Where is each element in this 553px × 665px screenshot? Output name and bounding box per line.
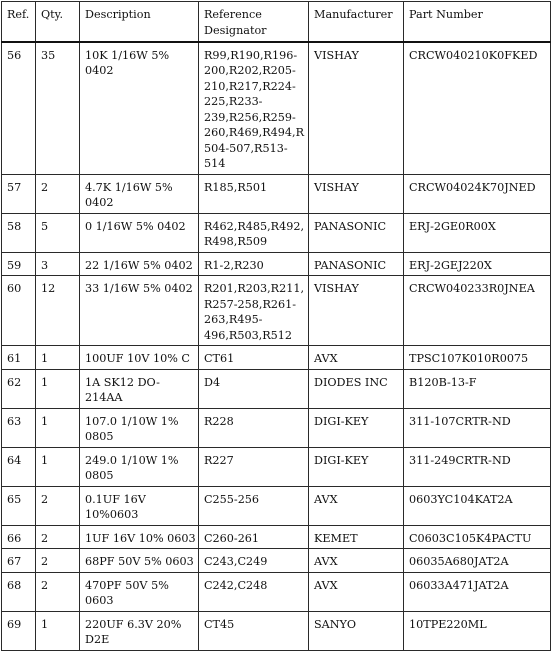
cell-part-number: B120B-13-F [404,369,551,408]
table-row [2,549,551,573]
header-ref: Ref. [2,2,36,42]
table-row [2,572,551,611]
cell-manufacturer: KEMET [309,525,404,549]
table-row [2,611,551,650]
cell-ref: 68 [2,572,36,611]
cell-qty: 2 [36,174,80,213]
cell-qty: 1 [36,408,80,447]
cell-part-number: CRCW040233R0JNEA [404,276,551,346]
cell-description: 220UF 6.3V 20% D2E [80,611,199,650]
cell-part-number: 06035A680JAT2A [404,549,551,573]
cell-part-number: 0603YC104KAT2A [404,486,551,525]
cell-description: 0 1/16W 5% 0402 [80,213,199,252]
header-reference-designator: Reference Designator [199,2,309,42]
cell-manufacturer: AVX [309,486,404,525]
cell-part-number: 311-107CRTR-ND [404,408,551,447]
table-row [2,174,551,213]
cell-manufacturer: VISHAY [309,174,404,213]
cell-qty: 3 [36,252,80,276]
cell-reference-designator: D4 [199,369,309,408]
table-row [2,525,551,549]
cell-manufacturer: SANYO [309,611,404,650]
cell-qty: 12 [36,276,80,346]
cell-part-number: 06033A471JAT2A [404,572,551,611]
cell-reference-designator: R228 [199,408,309,447]
cell-ref: 59 [2,252,36,276]
cell-part-number: CRCW04024K70JNED [404,174,551,213]
cell-qty: 5 [36,213,80,252]
table-row [2,42,551,175]
cell-ref: 58 [2,213,36,252]
cell-reference-designator: C243,C249 [199,549,309,573]
cell-description: 68PF 50V 5% 0603 [80,549,199,573]
cell-reference-designator: R1-2,R230 [199,252,309,276]
table-row [2,486,551,525]
cell-manufacturer: AVX [309,549,404,573]
cell-reference-designator: C255-256 [199,486,309,525]
cell-manufacturer: AVX [309,572,404,611]
cell-description: 1UF 16V 10% 0603 [80,525,199,549]
cell-reference-designator: R99,R190,R196-200,R202,R205-210,R217,R224-225,R233-239,R256,R259-260,R469,R494,R504-507,R513-514 [199,42,309,175]
cell-manufacturer: DIGI-KEY [309,408,404,447]
cell-description: 107.0 1/10W 1% 0805 [80,408,199,447]
table-row [2,252,551,276]
cell-ref: 56 [2,42,36,175]
cell-reference-designator: R462,R485,R492,R498,R509 [199,213,309,252]
table-row [2,346,551,370]
cell-description: 4.7K 1/16W 5% 0402 [80,174,199,213]
cell-reference-designator: CT61 [199,346,309,370]
header-row [2,2,551,42]
cell-qty: 2 [36,549,80,573]
cell-description: 10K 1/16W 5% 0402 [80,42,199,175]
cell-qty: 2 [36,486,80,525]
cell-manufacturer: DIGI-KEY [309,447,404,486]
cell-ref: 65 [2,486,36,525]
cell-description: 0.1UF 16V 10%0603 [80,486,199,525]
cell-part-number: 10TPE220ML [404,611,551,650]
cell-reference-designator: C242,C248 [199,572,309,611]
cell-part-number: ERJ-2GEJ220X [404,252,551,276]
cell-ref: 64 [2,447,36,486]
cell-reference-designator: R185,R501 [199,174,309,213]
bom-table [1,1,551,651]
cell-qty: 1 [36,611,80,650]
cell-part-number: 311-249CRTR-ND [404,447,551,486]
cell-ref: 57 [2,174,36,213]
cell-manufacturer: PANASONIC [309,252,404,276]
cell-qty: 2 [36,572,80,611]
cell-ref: 62 [2,369,36,408]
table-row [2,447,551,486]
cell-qty: 1 [36,369,80,408]
header-qty: Qty. [36,2,80,42]
cell-part-number: ERJ-2GE0R00X [404,213,551,252]
cell-qty: 35 [36,42,80,175]
cell-description: 33 1/16W 5% 0402 [80,276,199,346]
cell-ref: 66 [2,525,36,549]
cell-part-number: TPSC107K010R0075 [404,346,551,370]
header-part-number: Part Number [404,2,551,42]
cell-description: 1A SK12 DO-214AA [80,369,199,408]
cell-reference-designator: CT45 [199,611,309,650]
cell-ref: 60 [2,276,36,346]
cell-manufacturer: DIODES INC [309,369,404,408]
cell-reference-designator: C260-261 [199,525,309,549]
cell-description: 249.0 1/10W 1% 0805 [80,447,199,486]
cell-manufacturer: VISHAY [309,276,404,346]
cell-reference-designator: R227 [199,447,309,486]
cell-manufacturer: AVX [309,346,404,370]
header-description: Description [80,2,199,42]
cell-ref: 67 [2,549,36,573]
table-row [2,213,551,252]
cell-qty: 1 [36,447,80,486]
table-row [2,369,551,408]
table-row [2,408,551,447]
cell-ref: 63 [2,408,36,447]
cell-manufacturer: PANASONIC [309,213,404,252]
cell-ref: 61 [2,346,36,370]
header-manufacturer: Manufacturer [309,2,404,42]
cell-qty: 1 [36,346,80,370]
cell-description: 100UF 10V 10% C [80,346,199,370]
cell-part-number: C0603C105K4PACTU [404,525,551,549]
table-row [2,276,551,346]
cell-description: 22 1/16W 5% 0402 [80,252,199,276]
cell-ref: 69 [2,611,36,650]
cell-manufacturer: VISHAY [309,42,404,175]
cell-description: 470PF 50V 5% 0603 [80,572,199,611]
cell-part-number: CRCW040210K0FKED [404,42,551,175]
cell-reference-designator: R201,R203,R211,R257-258,R261-263,R495-496,R503,R512 [199,276,309,346]
cell-qty: 2 [36,525,80,549]
